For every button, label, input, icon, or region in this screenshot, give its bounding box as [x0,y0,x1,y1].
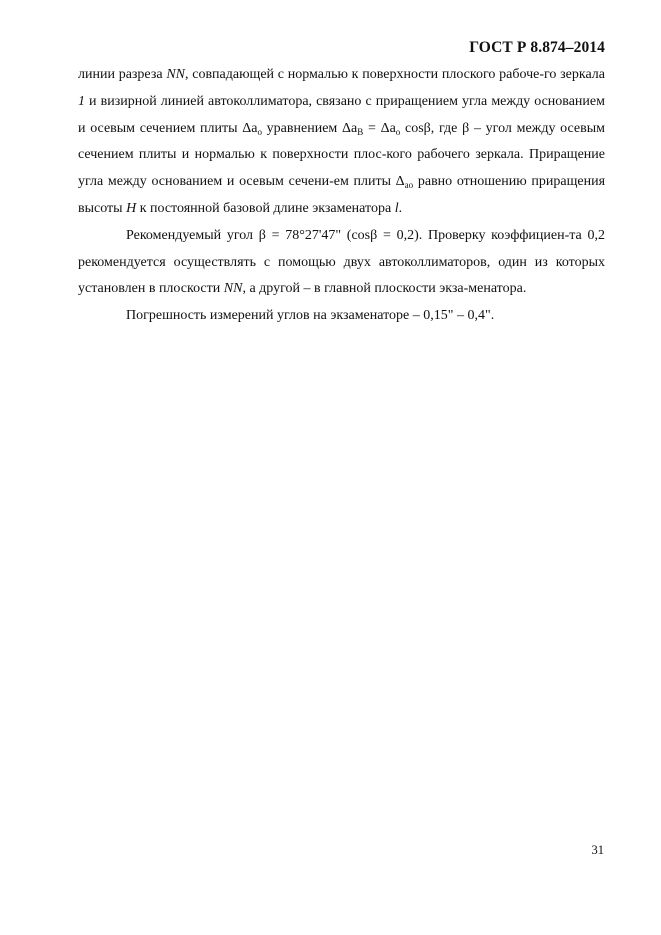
subscript: о [257,126,262,137]
text-run: линии разреза [78,67,167,82]
paragraph-2 [78,223,605,303]
text-run: равно отношению приращения высоты [78,174,606,216]
text-run: , совпадающей с нормалью к поверхности плоского рабоче-го зеркала [185,67,606,82]
text-run: . [398,200,403,216]
text-run: = Δа [363,120,396,136]
symbol-length: l [394,200,399,216]
symbol-height: H [126,200,137,216]
page-number: 31 [591,843,604,857]
text-run: , а другой – в главной плоскости экза-менатора. [242,281,527,297]
paragraph-3: Погрешность измерений углов на экзаменаторе – 0,15" – 0,4". [126,308,495,324]
symbol-nn: NN [166,67,185,82]
body-text [78,62,605,330]
subscript: В [357,126,364,137]
paragraph-1 [78,62,605,223]
document-header-standard-number: ГОСТ Р 8.874–2014 [469,39,605,56]
text-run: Рекомендуемый угол β = 78°27'47" (cosβ = 0,2). Проверку коэффициен-та 0,2 рекомендуется осуществлять с помощью двух автоколлиматоров, один из которых установлен в плоскости [78,227,605,297]
symbol-mirror-number: 1 [78,93,85,109]
subscript: ао [404,180,414,191]
text-run: к постоянной базовой длине экзаменатора [136,200,395,216]
text-run: и визирной линией автоколлиматора, связано с приращением угла между основанием и осевым сечением плиты Δа [78,93,605,136]
subscript: о [395,126,401,137]
text-run: уравнением Δа [261,120,358,136]
symbol-nn: NN [223,281,243,297]
text-run: cosβ, где β – угол между осевым сечением плиты и нормалью к поверхности плос-кого рабочего зеркала. Приращение угла между основанием и осевым сечени-ем плиты Δ [78,120,605,190]
